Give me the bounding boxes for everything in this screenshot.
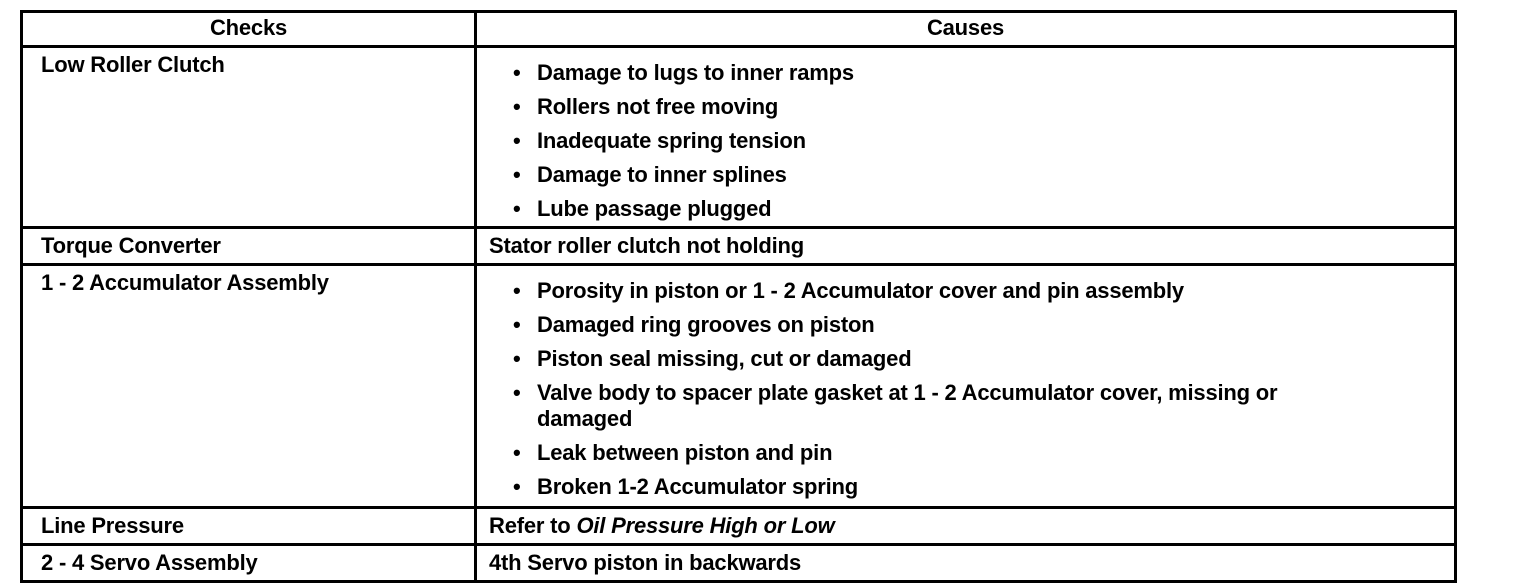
bullet-icon: • [513,440,521,465]
bullet-icon: • [513,312,521,337]
cause-text: Broken 1-2 Accumulator spring [537,474,859,499]
table-row [22,265,1456,508]
list-item [511,60,1434,86]
check-cell: Torque Converter [22,228,476,265]
bullet-icon: • [513,94,521,119]
cause-text: Valve body to spacer plate gasket at 1 - 2 Accumulator cover, missing or damaged [537,380,1278,431]
list-item [511,94,1434,120]
list-item [511,380,1434,432]
cause-text: Piston seal missing, cut or damaged [537,346,912,371]
list-item [511,312,1434,338]
list-item [511,196,1434,222]
checks-causes-table [20,10,1457,583]
bullet-icon: • [513,162,521,187]
cause-cell [476,508,1456,545]
table-row [22,508,1456,545]
bullet-icon: • [513,196,521,221]
list-item [511,346,1434,372]
check-cell: 1 - 2 Accumulator Assembly [22,265,476,508]
bullet-icon: • [513,278,521,303]
column-header-causes: Causes [476,12,1456,47]
cause-text: Damage to lugs to inner ramps [537,60,854,85]
check-cell: Line Pressure [22,508,476,545]
cause-cell [476,265,1456,508]
cause-text: Rollers not free moving [537,94,779,119]
cause-cell: Stator roller clutch not holding [476,228,1456,265]
cause-text: Lube passage plugged [537,196,772,221]
table-body [22,47,1456,582]
list-item [511,440,1434,466]
cause-list [511,60,1434,222]
cause-text: Inadequate spring tension [537,128,806,153]
column-header-checks: Checks [22,12,476,47]
cause-cell: 4th Servo piston in backwards [476,545,1456,582]
bullet-icon: • [513,474,521,499]
table-row [22,47,1456,228]
cause-text: Porosity in piston or 1 - 2 Accumulator cover and pin assembly [537,278,1184,303]
cause-text: Leak between piston and pin [537,440,833,465]
list-item [511,278,1434,304]
bullet-icon: • [513,380,521,405]
list-item [511,128,1434,154]
cause-list [511,278,1434,500]
cause-text: Damage to inner splines [537,162,787,187]
check-cell: 2 - 4 Servo Assembly [22,545,476,582]
cause-cell [476,47,1456,228]
table-header [22,12,1456,47]
cause-reference: Oil Pressure High or Low [576,513,835,538]
check-cell: Low Roller Clutch [22,47,476,228]
list-item [511,162,1434,188]
bullet-icon: • [513,60,521,85]
table-row [22,545,1456,582]
cause-text: Damaged ring grooves on piston [537,312,875,337]
list-item [511,474,1434,500]
bullet-icon: • [513,128,521,153]
bullet-icon: • [513,346,521,371]
cause-prefix: Refer to [489,513,571,538]
header-row [22,12,1456,47]
table-row [22,228,1456,265]
